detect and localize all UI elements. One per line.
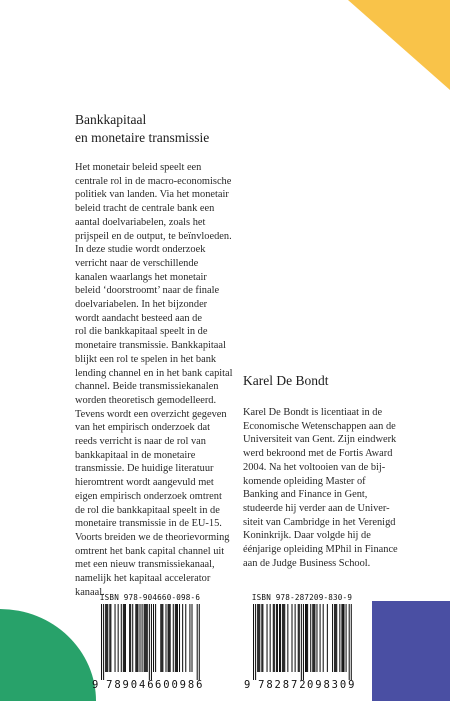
description-line: beleid ‘doorstroomt’ naar de finale [75,285,220,297]
barcode-bar [146,604,147,672]
description-line: van het empirisch onderzoek dat [75,422,211,434]
barcode-bar [343,604,344,672]
book-description [75,161,245,600]
bio-line: Koninkrijk. Daar volgde hij de [243,530,371,542]
barcode-bar [346,604,347,672]
barcode-bar [121,604,122,672]
barcode-bar [125,604,126,672]
green-corner-quarter-circle [0,609,96,701]
barcode-bar [267,604,268,672]
barcode-bar [109,604,110,672]
barcode-bar [169,604,170,672]
barcode-bar [182,604,183,672]
bio-line: aan de Judge Business School. [243,557,371,569]
barcode-bar [332,604,333,672]
description-line: Het monetair beleid speelt een [75,162,202,173]
description-line: worden theoretisch gemodelleerd. [75,394,217,406]
barcode-bar [320,604,321,672]
description-line: politiek van landen. Via het monetair [75,189,229,201]
barcode-bar [255,604,256,680]
bio-line: Economische Wetenschappen aan de [243,420,396,432]
barcode-bar [177,604,178,672]
barcode-bar [110,604,111,672]
book-title-line-2: en monetaire transmissie [75,130,210,145]
author-bio [243,406,418,570]
bio-line: studeerde hij verder aan de Univer- [243,502,390,514]
barcode-bar [185,604,186,672]
barcode-bar [259,604,260,672]
barcode-bar [295,604,296,672]
description-line: In deze studie wordt onderzoek [75,244,206,256]
barcode-bar [155,604,156,672]
barcode-bar [105,604,106,672]
barcode-bar [162,604,163,672]
barcode-bar [339,604,340,672]
description-line: omtrent het bank capital channel uit [75,545,225,557]
barcode-bar [303,604,304,680]
description-line: reeds verricht is naar de rol van [75,436,206,448]
barcode-bar [149,604,150,680]
barcode-bar [336,604,337,672]
barcode-bar [314,604,315,672]
barcode-bar [312,604,313,672]
description-line: doelvariabelen. In het bijzonder [75,299,208,311]
barcode-bar [197,604,198,680]
barcode-bar [306,604,307,672]
description-line: kanalen waarlangs het monetair [75,271,207,283]
bio-line: Universiteit van Gent. Zijn eindwerk [243,434,397,446]
barcode-bar [130,604,131,672]
barcode-digits: 9 [244,679,253,690]
description-line: prijspeil en de output, te beïnvloeden. [75,230,232,242]
barcode-bar [258,604,259,672]
description-line: de rol die bankkapitaal speelt in de [75,504,220,516]
barcode-bar [199,604,200,680]
description-line: bankkapitaal in de monetaire [75,449,196,461]
description-line: blijkt een rol te spelen in het bank [75,353,217,365]
bio-line: éénjarige opleiding MPhil in Finance [243,544,398,556]
description-line: met een nieuw transmissiekanaal, [75,559,215,571]
description-line: namelijk het kapitaal accelerator [75,573,211,585]
barcode-bar [123,604,124,672]
barcode-digits: 600986 [155,679,205,690]
description-line: hieromtrent wordt aangevuld met [75,477,214,489]
barcode-bar [310,604,311,672]
barcode-bar [118,604,119,672]
book-title [75,111,209,147]
barcode-bar [189,604,190,672]
description-line: rol die bankkapitaal speelt in de [75,326,208,338]
barcode-bar [313,604,314,672]
barcode-bar [284,604,285,672]
barcode-bar [135,604,136,672]
barcode-bar [270,604,271,672]
barcode-bar [301,604,302,680]
description-line: beleid tracht de centrale bank een [75,203,215,215]
barcode-bar [316,604,317,672]
description-line: monetaire transmissie. Bankkapitaal [75,340,226,352]
description-line: channel. Beide transmissiekanalen [75,381,219,393]
barcode-digits: 9 [92,679,101,690]
barcode-bar [176,604,177,672]
barcode-bar [165,604,166,672]
barcode-bar [137,604,138,672]
barcode-bar [139,604,140,672]
bio-line: komende opleiding Master of [243,475,366,487]
description-line: aantal doelvariabelen, zoals het [75,216,206,228]
barcode-bar [115,604,116,672]
barcode-bar [323,604,324,672]
barcode-bar [103,604,104,680]
barcode-bar [349,604,350,680]
barcode-bar [175,604,176,672]
barcode-bar [129,604,130,672]
description-line: kanaal. [75,586,105,598]
barcode-bar [273,604,274,672]
barcode-bar [153,604,154,672]
barcode-bar [274,604,275,672]
barcode-bar [142,604,143,672]
barcode-bar [327,604,328,672]
description-line: transmissie. De huidige literatuur [75,463,214,475]
barcode-bar [282,604,283,672]
barcode-image [91,604,209,690]
description-line: Tevens wordt een overzicht gegeven [75,408,227,420]
barcode-bar [287,604,288,672]
barcode-image [243,604,361,690]
barcode-bar [136,604,137,672]
barcode-bar [144,604,145,672]
barcode-bar [132,604,133,672]
barcode-bar [299,604,300,672]
description-line: centrale rol in de macro-economische [75,175,232,187]
barcode-bar [291,604,292,672]
barcode-digits: 098309 [307,679,357,690]
barcode-bar [168,604,169,672]
barcode-bar [106,604,107,672]
barcode-bar [283,604,284,672]
barcode-bar [342,604,343,672]
barcode-bar [276,604,277,672]
barcode-bar [253,604,254,680]
bio-line: siteit van Cambridge in het Verenigd [243,516,396,528]
barcode-digits: 789046 [106,679,156,690]
barcode-bar [257,604,258,672]
barcode-bar [262,604,263,672]
bio-line: Banking and Finance in Gent, [243,489,368,501]
isbn-barcode-right [243,593,361,693]
barcode-bar [335,604,336,672]
isbn-barcode-left [91,593,209,693]
barcode-bar [160,604,161,672]
barcode-bar [145,604,146,672]
barcode-bar [305,604,306,672]
bio-line: 2004. Na het voltooien van de bij- [243,461,386,473]
barcode-bar [341,604,342,672]
description-line: verricht naar de verschillende [75,257,199,269]
blue-corner-block [372,601,450,701]
barcode-bar [147,604,148,672]
barcode-bar [307,604,308,672]
description-line: monetaire transmissie in de EU-15. [75,518,222,530]
bio-line: werd bekroond met de Fortis Award [243,448,393,460]
barcode-bar [279,604,280,672]
yellow-corner-triangle [348,0,450,90]
barcode-bar [107,604,108,672]
author-name: Karel De Bondt [243,373,329,388]
barcode-bar [277,604,278,672]
book-title-line-1: Bankkapitaal [75,112,147,127]
isbn-label: ISBN 978-287209-830-9 [251,593,353,602]
barcode-bar [101,604,102,680]
barcode-bar [191,604,192,672]
barcode-bar [334,604,335,672]
isbn-label: ISBN 978-904660-098-6 [99,593,201,602]
bio-line: Karel De Bondt is licentiaat in de [243,407,383,418]
description-line: Voorts breiden we de theorievorming [75,531,230,543]
barcode-bar [161,604,162,672]
barcode-bar [351,604,352,680]
barcode-bar [173,604,174,672]
barcode-bar [124,604,125,672]
description-line: wordt aandacht besteed aan de [75,312,202,324]
barcode-bar [298,604,299,672]
barcode-bar [170,604,171,672]
description-line: eigen empirisch onderzoek omtrent [75,490,222,502]
barcode-bar [261,604,262,672]
barcode-bar [179,604,180,672]
barcode-bar [280,604,281,672]
barcode-bar [151,604,152,680]
description-line: lending channel en in het bank capital [75,367,233,379]
barcode-digits: 782872 [258,679,308,690]
